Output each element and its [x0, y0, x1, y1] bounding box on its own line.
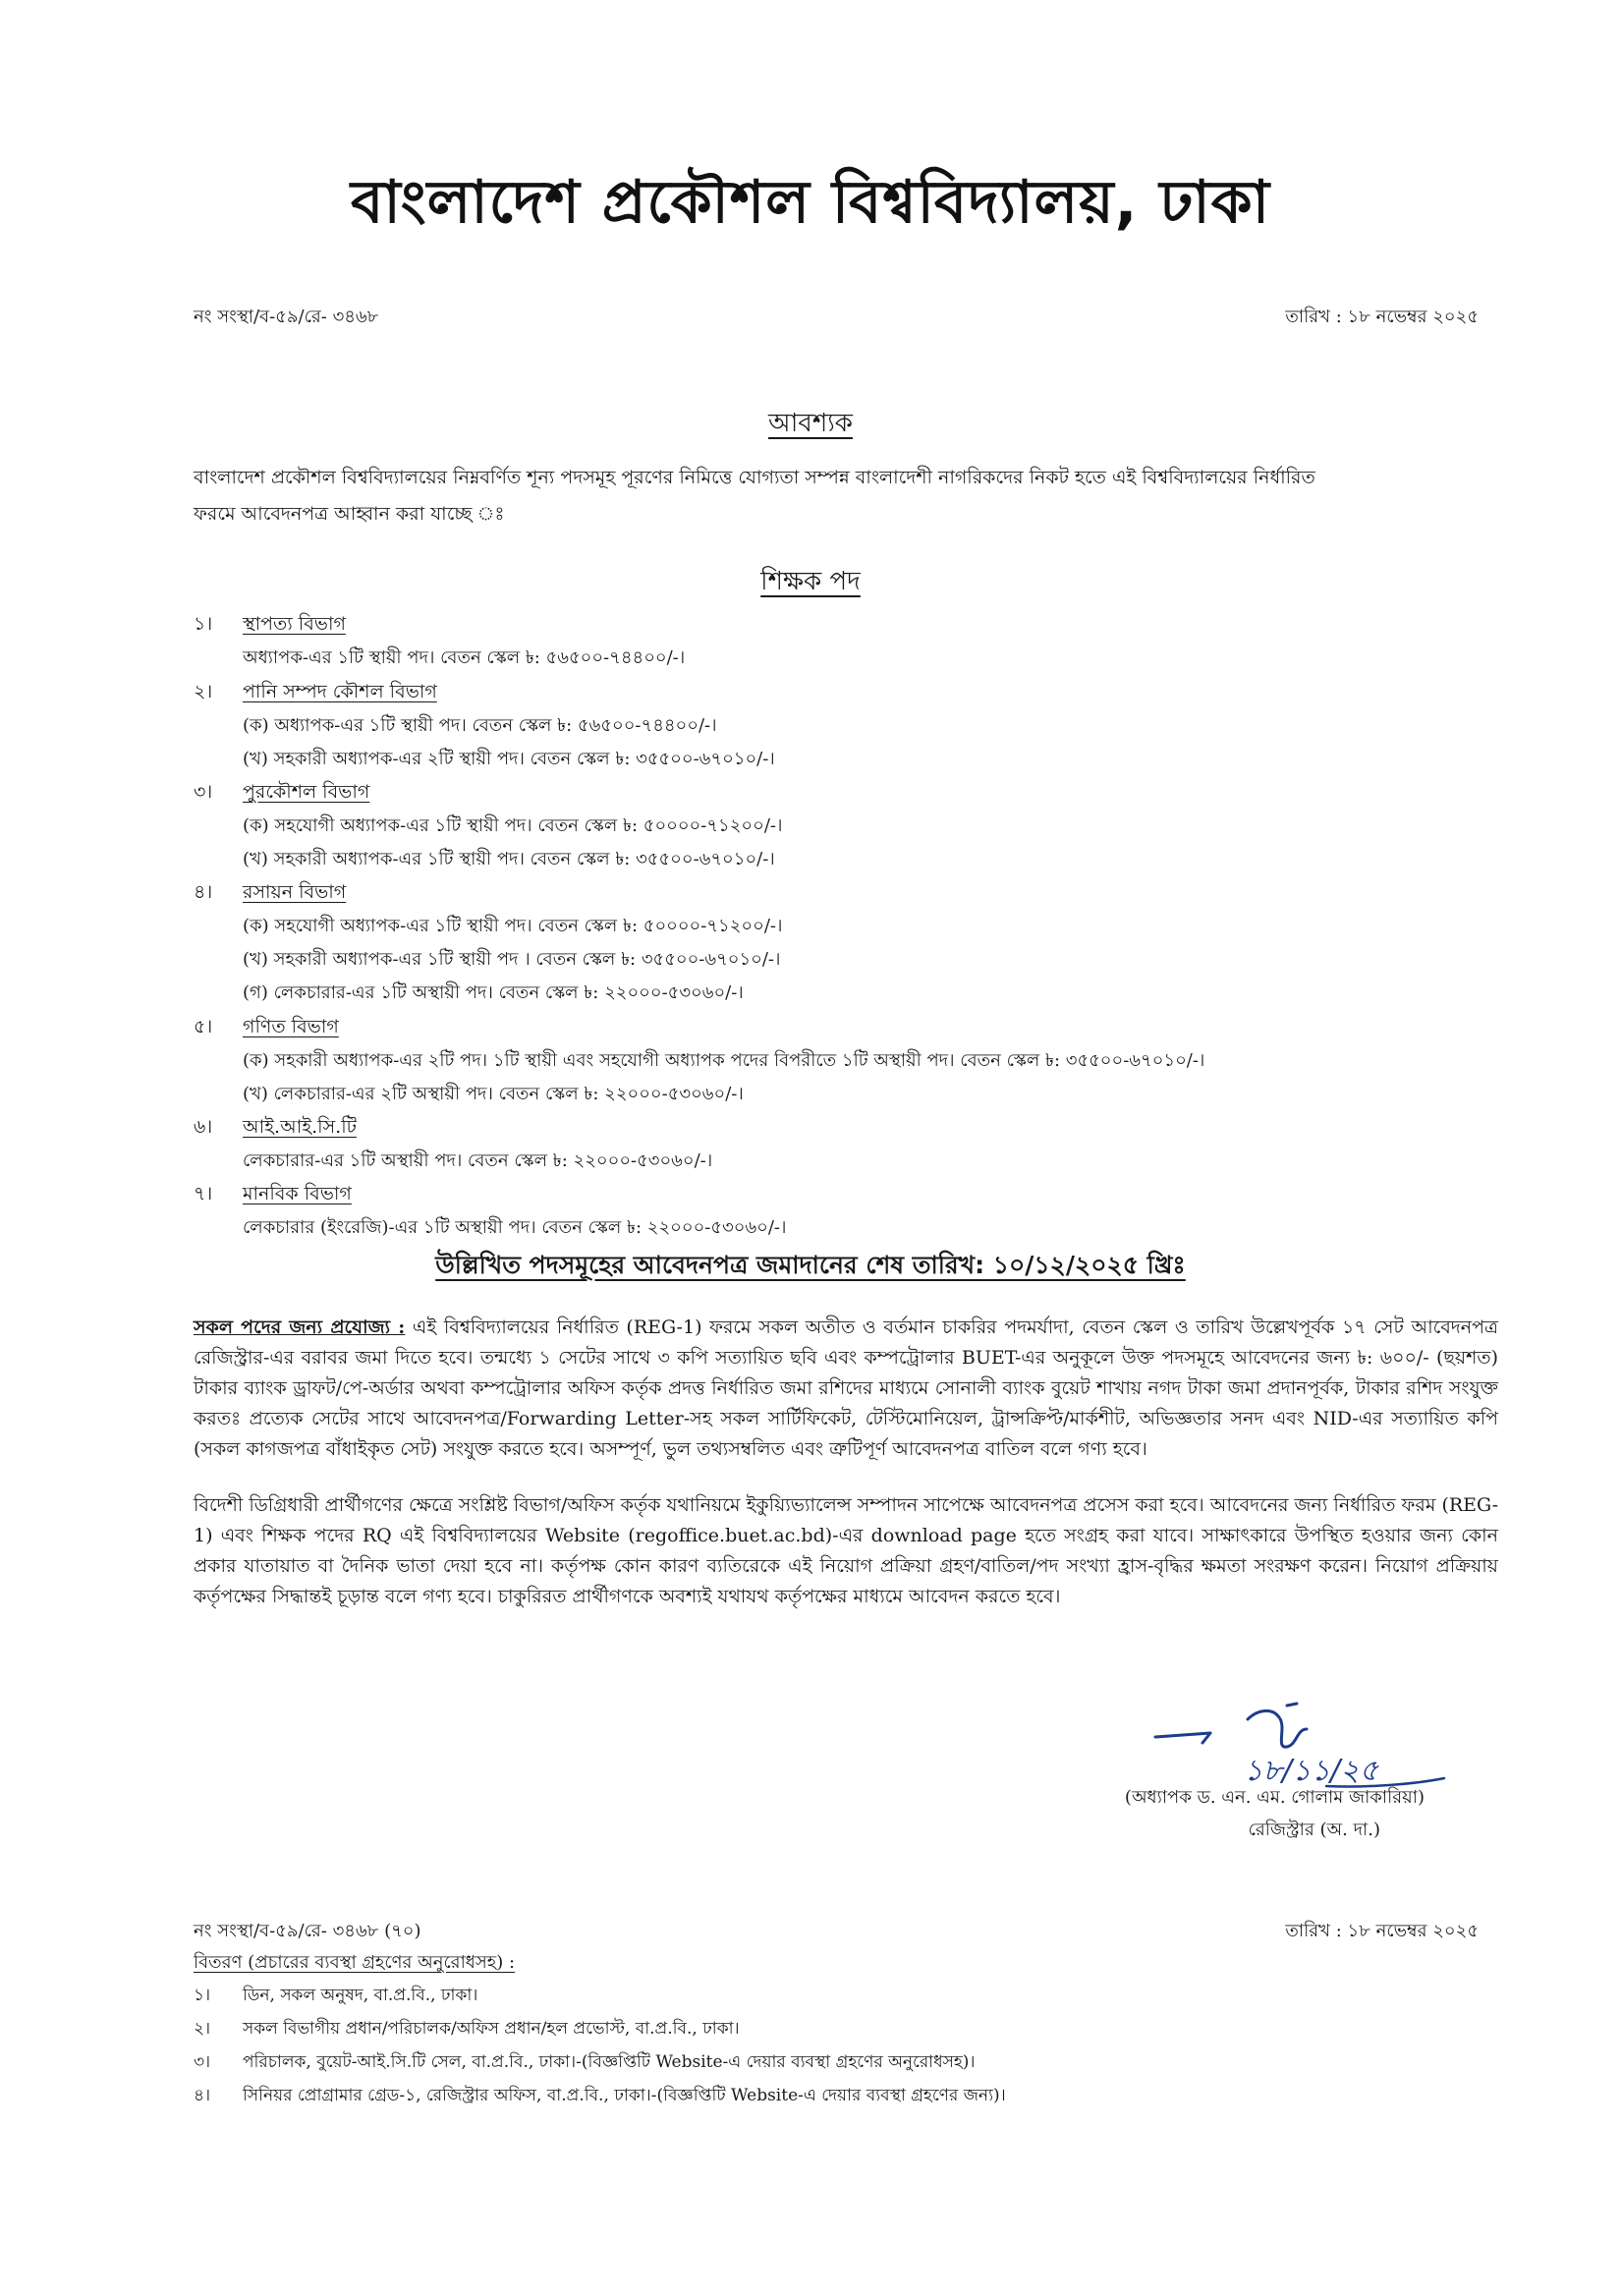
- footer-date: তারিখ : ১৮ নভেম্বর ২০২৫: [1285, 1921, 1479, 1941]
- distribution-number: ৩।: [194, 2052, 211, 2072]
- signature-date: ১৮/১১/২৫: [1244, 1754, 1379, 1788]
- position-line: অধ্যাপক-এর ১টি স্থায়ী পদ। বেতন স্কেল ৳: ৫৬৫০০-৭৪৪০০/-।: [243, 647, 686, 668]
- distribution-label: বিতরণ (প্রচারের ব্যবস্থা গ্রহণের অনুরোধসহ) :: [194, 1952, 516, 1973]
- distribution-item: সকল বিভাগীয় প্রধান/পরিচালক/অফিস প্রধান/হল প্রভোস্ট, বা.প্র.বি., ঢাকা।: [243, 2019, 740, 2039]
- additional-instructions: বিদেশী ডিগ্রিধারী প্রার্থীগণের ক্ষেত্রে সংশ্লিষ্ট বিভাগ/অফিস কর্তৃক যথানিয়মে ইকুয়্যিভ্যালেন্স সম্পাদন সাপেক্ষে আবেদনপত্র প্রসেস করা হবে। আবেদনের জন্য নির্ধারিত ফরম (REG-1) এবং শিক্ষক পদের RQ এই বিশ্ববিদ্যালয়ের Website (regoffice.buet.ac.bd)-এর download page হতে সংগ্রহ করা যাবে। সাক্ষাৎকারে উপস্থিত হওয়ার জন্য কোন প্রকার যাতায়াত বা দৈনিক ভাতা দেয়া হবে না। কর্তৃপক্ষ কোন কারণ ব্যতিরেকে এই নিয়োগ প্রক্রিয়া গ্রহণ/বাতিল/পদ সংখ্যা হ্রাস-বৃদ্ধির ক্ষমতা সংরক্ষণ করেন। নিয়োগ প্রক্রিয়ায় কর্তৃপক্ষের সিদ্ধান্তই চূড়ান্ত বলে গণ্য হবে। চাকুরিরত প্রার্থীগণকে অবশ্যই যথাযথ কর্তৃপক্ষের মাধ্যমে আবেদন করতে হবে।: [194, 1494, 1499, 1607]
- notice-heading: আবশ্যক: [768, 409, 853, 438]
- section-heading: শিক্ষক পদ: [760, 567, 861, 596]
- reference-number: নং সংস্থা/ব-৫৯/রে- ৩৪৬৮: [194, 307, 379, 327]
- position-line: লেকচারার (ইংরেজি)-এর ১টি অস্থায়ী পদ। বেতন স্কেল ৳: ২২০০০-৫৩০৬০/-।: [243, 1217, 787, 1238]
- general-text: এই বিশ্ববিদ্যালয়ের নির্ধারিত (REG-1) ফরমে সকল অতীত ও বর্তমান চাকরির পদমর্যাদা, বেতন স্কেল ও তারিখ উল্লেখপূর্বক ১৭ সেট আবেদনপত্র রেজিস্ট্রার-এর বরাবর জমা দিতে হবে। তন্মধ্যে ১ সেটের সাথে ৩ কপি সত্যায়িত ছবি এবং কম্পট্রোলার BUET-এর অনুকূলে উক্ত পদসমূহে আবেদনের জন্য ৳: ৬০০/- (ছয়শত) টাকার ব্যাংক ড্রাফট/পে-অর্ডার অথবা কম্পট্রোলার অফিস কর্তৃক প্রদত্ত নির্ধারিত জমা রশিদের মাধ্যমে সোনালী ব্যাংক বুয়েট শাখায় নগদ টাকা জমা প্রদানপূর্বক, টাকার রশিদ সংযুক্ত করতঃ প্রত্যেক সেটের সাথে আবেদনপত্র/Forwarding Letter-সহ সকল সার্টিফিকেট, টেস্টিমোনিয়েল, ট্রান্সক্রিপ্ট/মার্কশীট, অভিজ্ঞতার সনদ এবং NID-এর সত্যায়িত কপি (সকল কাগজপত্র বাঁধাইকৃত সেট) সংযুক্ত করতে হবে। অসম্পূর্ণ, ভুল তথ্যসম্বলিত এবং ত্রুটিপূর্ণ আবেদনপত্র বাতিল বলে গণ্য হবে।: [194, 1316, 1498, 1460]
- distribution-number: ২।: [194, 2019, 211, 2039]
- department-number: ২।: [194, 681, 213, 702]
- application-deadline: [0, 1246, 1621, 1288]
- department-name: পানি সম্পদ কৌশল বিভাগ: [243, 681, 437, 702]
- intro-line-1: বাংলাদেশ প্রকৌশল বিশ্ববিদ্যালয়ের নিম্নবর্ণিত শূন্য পদসমূহ পূরণের নিমিত্তে যোগ্যতা সম্পন্ন বাংলাদেশী নাগরিকদের নিকট হতে এই বিশ্ববিদ্যালয়ের নির্ধারিত: [194, 467, 1315, 488]
- department-number: ৫।: [194, 1016, 213, 1037]
- department-name: আই.আই.সি.টি: [243, 1116, 357, 1138]
- distribution-item: পরিচালক, বুয়েট-আই.সি.টি সেল, বা.প্র.বি., ঢাকা।-(বিজ্ঞপ্তিটি Website-এ দেয়ার ব্যবস্থা গ্রহণের অনুরোধসহ)।: [243, 2052, 976, 2072]
- general-instructions: [194, 1313, 1498, 1465]
- position-line: (ক) অধ্যাপক-এর ১টি স্থায়ী পদ। বেতন স্কেল ৳: ৫৬৫০০-৭৪৪০০/-।: [243, 715, 717, 736]
- position-line: (গ) লেকচারার-এর ১টি অস্থায়ী পদ। বেতন স্কেল ৳: ২২০০০-৫৩০৬০/-।: [243, 982, 744, 1003]
- department-number: ৭।: [194, 1183, 213, 1204]
- department-name: পুরকৌশল বিভাগ: [243, 781, 370, 803]
- position-line: লেকচারার-এর ১টি অস্থায়ী পদ। বেতন স্কেল ৳: ২২০০০-৫৩০৬০/-।: [243, 1150, 713, 1171]
- department-number: ৬।: [194, 1116, 213, 1138]
- position-line: (ক) সহযোগী অধ্যাপক-এর ১টি স্থায়ী পদ। বেতন স্কেল ৳: ৫০০০০-৭১২০০/-।: [243, 815, 783, 836]
- position-line: (খ) সহকারী অধ্যাপক-এর ১টি স্থায়ী পদ। বেতন স্কেল ৳: ৩৫৫০০-৬৭০১০/-।: [243, 849, 775, 869]
- position-line: (খ) সহকারী অধ্যাপক-এর ২টি স্থায়ী পদ। বেতন স্কেল ৳: ৩৫৫০০-৬৭০১০/-।: [243, 749, 775, 769]
- issue-date: তারিখ : ১৮ নভেম্বর ২০২৫: [1285, 307, 1479, 327]
- department-name: স্থাপত্য বিভাগ: [243, 613, 346, 635]
- footer-reference-number: নং সংস্থা/ব-৫৯/রে- ৩৪৬৮ (৭০): [194, 1921, 421, 1941]
- department-number: ১।: [194, 613, 213, 635]
- position-line: (ক) সহকারী অধ্যাপক-এর ২টি পদ। ১টি স্থায়ী এবং সহযোগী অধ্যাপক পদের বিপরীতে ১টি অস্থায়ী পদ। বেতন স্কেল ৳: ৩৫৫০০-৬৭০১০/-।: [243, 1050, 1205, 1071]
- department-number: ৩।: [194, 781, 213, 803]
- department-name: মানবিক বিভাগ: [243, 1183, 352, 1204]
- signatory-designation: রেজিস্ট্রার (অ. দা.): [1248, 1820, 1380, 1840]
- distribution-item: ডিন, সকল অনুষদ, বা.প্র.বি., ঢাকা।: [243, 1986, 478, 2005]
- signatory-name: (অধ্যাপক ড. এন. এম. গোলাম জাকারিয়া): [1124, 1787, 1425, 1808]
- distribution-number: ১।: [194, 1986, 211, 2005]
- distribution-item: সিনিয়র প্রোগ্রামার গ্রেড-১, রেজিস্ট্রার অফিস, বা.প্র.বি., ঢাকা।-(বিজ্ঞপ্তিটি Website-এ দেয়ার ব্যবস্থা গ্রহণের জন্য)।: [243, 2086, 1006, 2105]
- position-line: (খ) লেকচারার-এর ২টি অস্থায়ী পদ। বেতন স্কেল ৳: ২২০০০-৫৩০৬০/-।: [243, 1084, 744, 1104]
- department-name: গণিত বিভাগ: [243, 1016, 339, 1037]
- distribution-number: ৪।: [194, 2086, 211, 2105]
- position-line: (ক) সহযোগী অধ্যাপক-এর ১টি স্থায়ী পদ। বেতন স্কেল ৳: ৫০০০০-৭১২০০/-।: [243, 916, 783, 936]
- position-line: (খ) সহকারী অধ্যাপক-এর ১টি স্থায়ী পদ । বেতন স্কেল ৳: ৩৫৫০০-৬৭০১০/-।: [243, 949, 781, 970]
- intro-line-2: ফরমে আবেদনপত্র আহ্বান করা যাচ্ছে ঃ: [194, 503, 505, 525]
- department-number: ৪।: [194, 881, 213, 903]
- department-name: রসায়ন বিভাগ: [243, 881, 347, 903]
- deadline-text: উল্লিখিত পদসমূহের আবেদনপত্র জমাদানের শেষ তারিখ: ১০/১২/২০২৫ খ্রিঃ: [435, 1251, 1186, 1279]
- general-label: সকল পদের জন্য প্রযোজ্য :: [194, 1316, 406, 1338]
- university-title: বাংলাদেশ প্রকৌশল বিশ্ববিদ্যালয়, ঢাকা: [350, 168, 1271, 237]
